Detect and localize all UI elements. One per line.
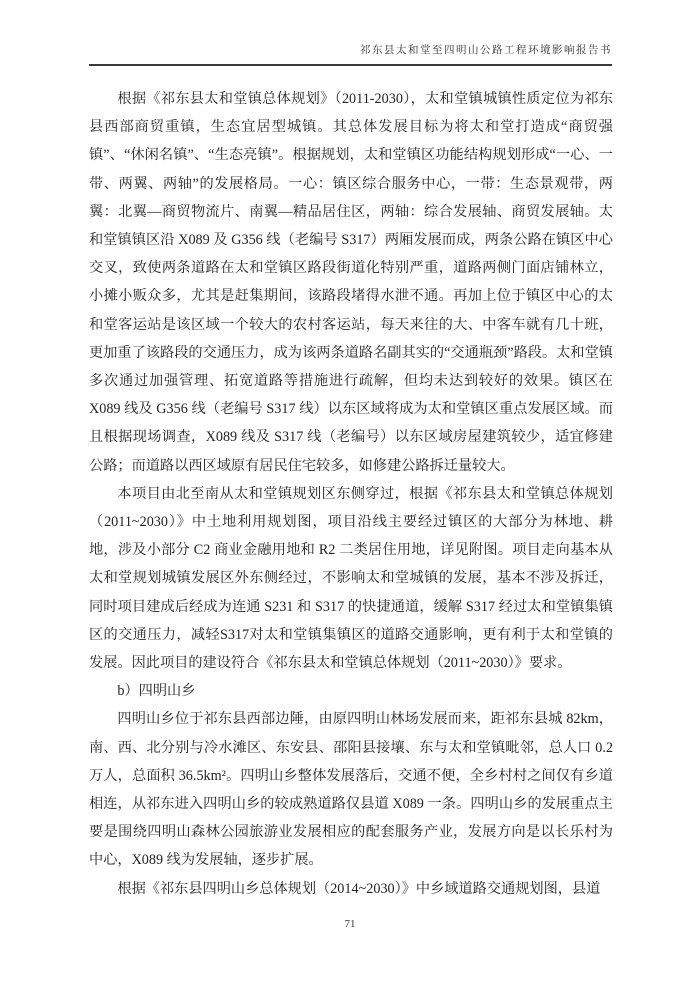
paragraph-simingshan-road-plan: 根据《祁东县四明山乡总体规划（2014~2030）》中乡域道路交通规划图，县道: [117, 880, 601, 897]
section-heading-simingshan: b）四明山乡: [117, 683, 196, 700]
header-title: 祁东县太和堂至四明山公路工程环境影响报告书: [360, 45, 612, 56]
page-number: 71: [344, 918, 356, 930]
page-header: [89, 42, 612, 66]
document-body: [89, 85, 613, 903]
page-footer: [0, 918, 700, 930]
paragraph-project-route: 本项目由北至南从太和堂镇规划区东侧穿过，根据《祁东县太和堂镇总体规划（2011~2030）》中土地利用规划图，项目沿线主要经过镇区的大部分为林地、耕地，涉及小部分 C2 商业金融用地和 R2 二类居住用地，详见附图。项目走向基本从太和堂规划城镇发展区外东侧经过，不影响太和堂城镇的发展，基本不涉及拆迁，同时项目建成后经成为连通 S231 和 S317 的快捷通道，缓解 S317 经过太和堂镇集镇区的交通压力，减轻S317对太和堂镇集镇区的道路交通影响，更有利于太和堂镇的发展。因此项目的建设符合《祁东县太和堂镇总体规划（2011~2030）》要求。: [89, 485, 613, 672]
paragraph-simingshan-overview: 四明山乡位于祁东县西部边陲，由原四明山林场发展而来，距祁东县城 82km，南、西、北分别与冷水滩区、东安县、邵阳县接壤、东与太和堂镇毗邻，总人口 0.2万人，总面积 36.5km²。四明山乡整体发展落后，交通不便，全乡村村之间仅有乡道相连，从祁东进入四明山乡的较成熟道路仅县道 X089 一条。四明山乡的发展重点主要是围绕四明山森林公园旅游业发展相应的配套服务产业，发展方向是以长乐村为中心，X089 线为发展轴，逐步扩展。: [89, 711, 613, 869]
paragraph-taihetang-planning: 根据《祁东县太和堂镇总体规划》（2011-2030），太和堂镇城镇性质定位为祁东县西部商贸重镇，生态宜居型城镇。其总体发展目标为将太和堂打造成“商贸强镇”、“休闲名镇”、“生态亮镇”。根据规划，太和堂镇区功能结构规划形成“一心、一带、两翼、两轴”的发展格局。一心：镇区综合服务中心，一带：生态景观带，两翼：北翼—商贸物流片、南翼—精品居住区，两轴：综合发展轴、商贸发展轴。太和堂镇镇区沿 X089 及 G356 线（老编号 S317）两厢发展而成，两条公路在镇区中心交叉，致使两条道路在太和堂镇区路段街道化特别严重，道路两侧门面店铺林立，小摊小贩众多，尤其是赶集期间，该路段堵得水泄不通。再加上位于镇区中心的太和堂客运站是该区域一个较大的农村客运站，每天来往的大、中客车就有几十班，更加重了该路段的交通压力，成为该两条道路名副其实的“交通瓶颈”路段。太和堂镇多次通过加强管理、拓宽道路等措施进行疏解，但均未达到较好的效果。镇区在 X089 线及 G356 线（老编号 S317 线）以东区域将成为太和堂镇区重点发展区域。而且根据现场调查，X089 线及 S317 线（老编号）以东区域房屋建筑较少，适宜修建公路；而道路以西区域原有居民住宅较多，如修建公路拆迁量较大。: [89, 91, 613, 474]
